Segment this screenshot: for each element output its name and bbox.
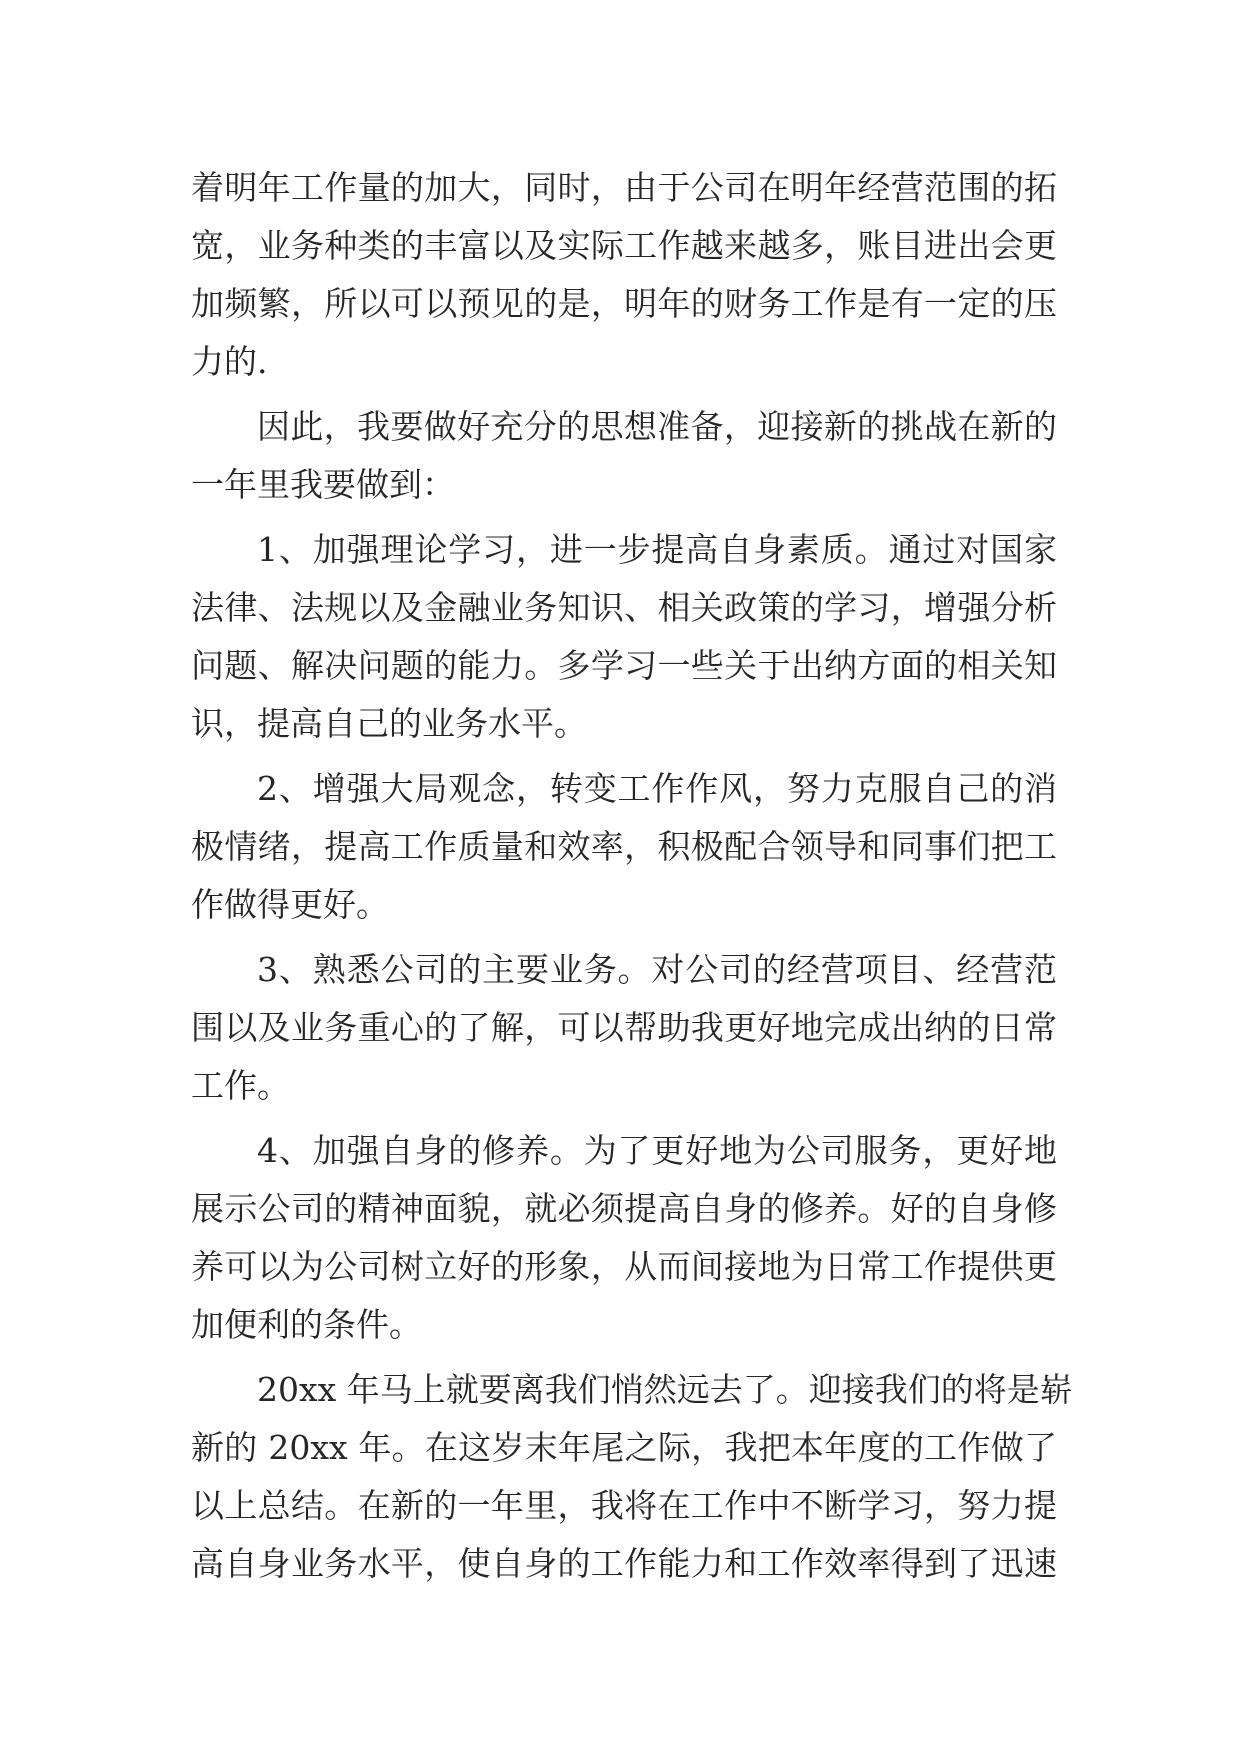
paragraph-2: [191, 398, 1057, 514]
text-line: 以上总结。在新的一年里，我将在工作中不断学习，努力提: [191, 1486, 1057, 1525]
text-line: 1、加强理论学习，进一步提高自身素质。通过对国家: [257, 530, 1057, 569]
text-line: 养可以为公司树立好的形象，从而间接地为日常工作提供更: [191, 1247, 1057, 1286]
text-line: 工作。: [191, 1066, 290, 1105]
body-text: [191, 159, 1073, 1600]
paragraph-1: [191, 159, 1057, 391]
list-item-4: [191, 1122, 1057, 1354]
closing-paragraph: [191, 1361, 1073, 1593]
list-item-2: [191, 760, 1057, 934]
text-line: 问题、解决问题的能力。多学习一些关于出纳方面的相关知: [191, 646, 1057, 685]
text-line: 围以及业务重心的了解，可以帮助我更好地完成出纳的日常: [191, 1008, 1057, 1047]
list-item-3: [191, 941, 1057, 1115]
text-line: 4、加强自身的修养。为了更好地为公司服务，更好地: [257, 1131, 1057, 1170]
text-line: 高自身业务水平，使自身的工作能力和工作效率得到了迅速: [191, 1544, 1057, 1583]
text-line: 法律、法规以及金融业务知识、相关政策的学习，增强分析: [191, 588, 1057, 627]
text-line: 极情绪，提高工作质量和效率，积极配合领导和同事们把工: [191, 827, 1057, 866]
text-line: 着明年工作量的加大，同时，由于公司在明年经营范围的拓: [191, 168, 1057, 207]
list-item-1: [191, 521, 1057, 753]
text-line: 2、增强大局观念，转变工作作风，努力克服自己的消: [257, 769, 1057, 808]
text-line: 力的.: [191, 342, 268, 381]
text-line: 加便利的条件。: [191, 1305, 422, 1344]
text-line: 识，提高自己的业务水平。: [191, 704, 587, 743]
text-line: 因此，我要做好充分的思想准备，迎接新的挑战在新的: [257, 407, 1057, 446]
text-line: 加频繁，所以可以预见的是，明年的财务工作是有一定的压: [191, 284, 1057, 323]
text-line: 3、熟悉公司的主要业务。对公司的经营项目、经营范: [257, 950, 1057, 989]
text-line: 一年里我要做到：: [191, 465, 455, 504]
text-line: 20xx 年马上就要离我们悄然远去了。迎接我们的将是崭: [257, 1370, 1073, 1409]
text-line: 展示公司的精神面貌，就必须提高自身的修养。好的自身修: [191, 1189, 1057, 1228]
text-line: 作做得更好。: [191, 885, 389, 924]
text-line: 新的 20xx 年。在这岁末年尾之际，我把本年度的工作做了: [191, 1428, 1057, 1467]
text-line: 宽，业务种类的丰富以及实际工作越来越多，账目进出会更: [191, 226, 1057, 265]
